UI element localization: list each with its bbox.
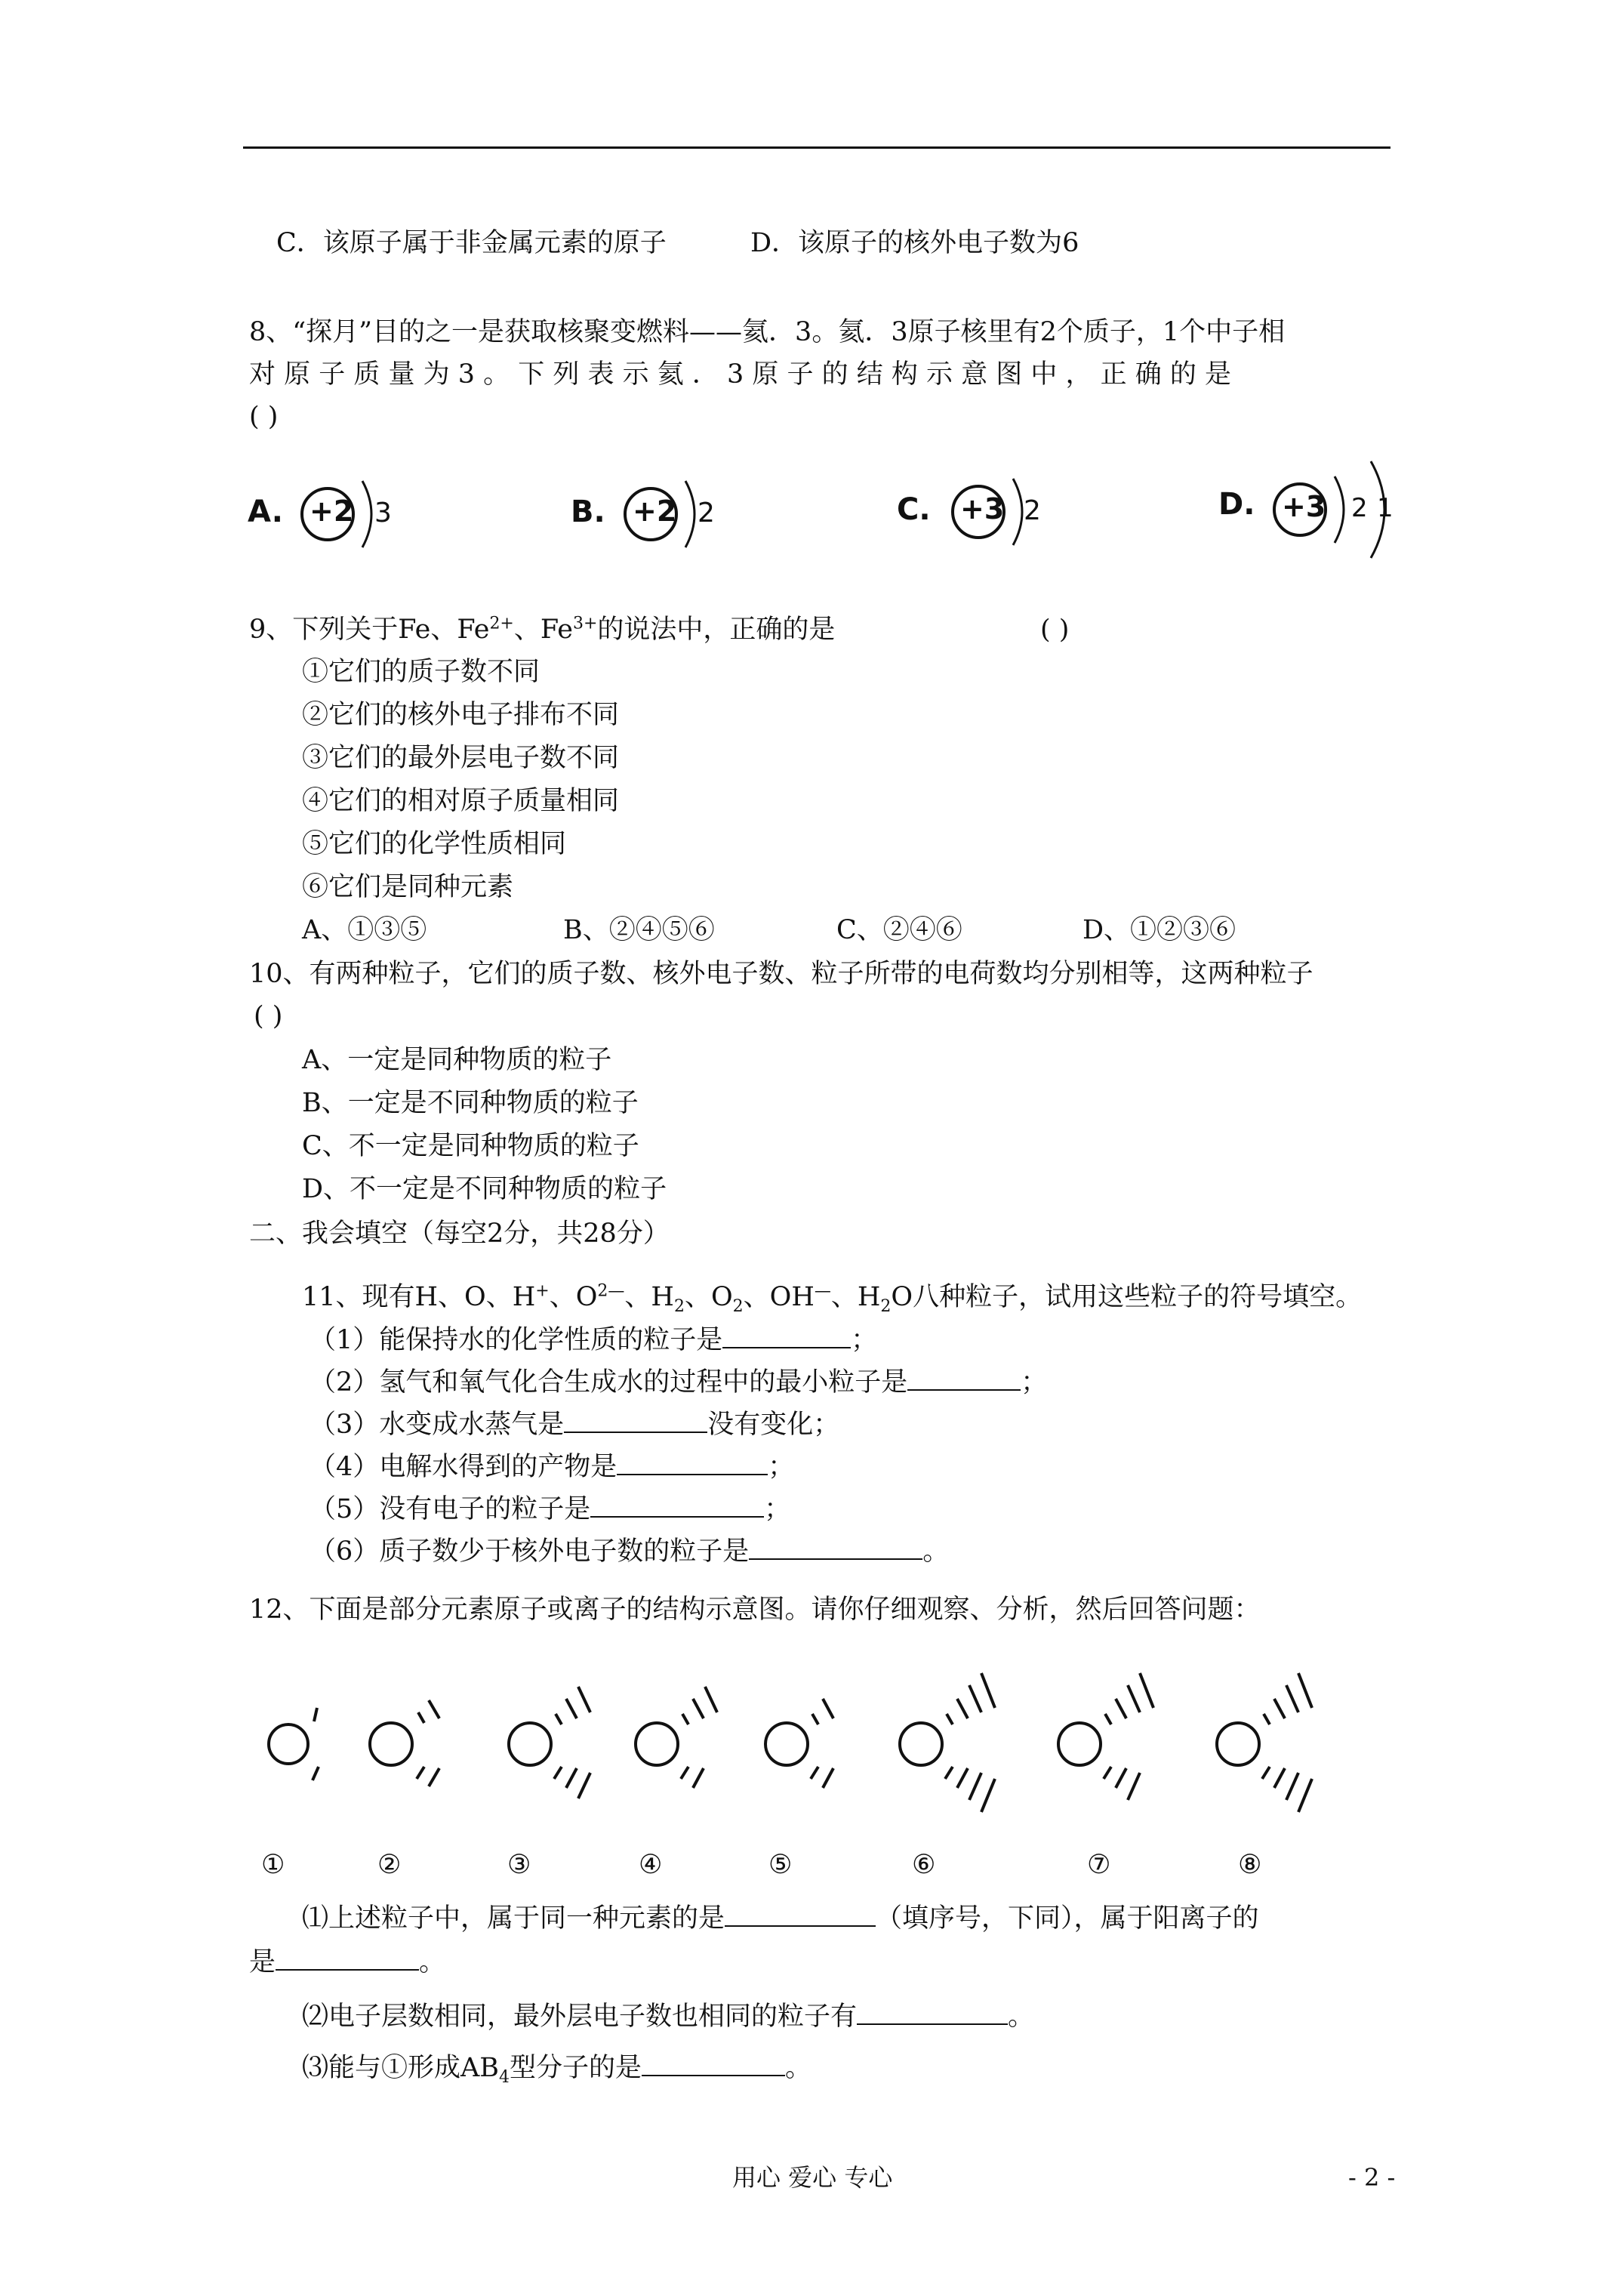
q10-option-d: D、不一定是不同种物质的粒子: [302, 1174, 667, 1204]
structure-diagram-4: [636, 1687, 717, 1788]
diagram-label-3: ③: [507, 1850, 531, 1880]
diagram-label-4: ④: [639, 1850, 663, 1880]
section-2-heading: 二、我会填空（每空2分，共28分）: [249, 1219, 670, 1249]
structure-diagram-1: [269, 1708, 319, 1780]
q11-item-6: （6）质子数少于核外电子数的粒子是 。: [310, 1534, 949, 1568]
answer-blank[interactable]: [642, 2051, 785, 2076]
q11-item-1: （1）能保持水的化学性质的粒子是 ；: [310, 1323, 877, 1357]
q10-answer-paren: ( ): [254, 1001, 283, 1031]
q8-option-c: [897, 462, 1063, 560]
electron-shell-arc: [362, 481, 371, 547]
q9-option-a: A、①③⑤: [302, 915, 427, 945]
q8-option-d-shell-1: 2: [1351, 493, 1368, 523]
q9-option-b: B、②④⑤⑥: [563, 915, 715, 945]
diagram-label-7: ⑦: [1087, 1850, 1111, 1880]
answer-blank[interactable]: [725, 1901, 876, 1927]
q12-sub-3: ⑶能与①形成$AB_4$型分子的是 。: [302, 2051, 812, 2085]
q8-option-d-label: D.: [1218, 487, 1255, 522]
q7-option-c: C．该原子属于非金属元素的原子: [276, 228, 667, 258]
q10-stem: 10、有两种粒子，它们的质子数、核外电子数、粒子所带的电荷数均分别相等，这两种粒子: [249, 959, 1313, 989]
q8-option-a-nucleus: +2: [310, 495, 354, 528]
q10-option-b: B、一定是不同种物质的粒子: [302, 1088, 639, 1118]
q11-item-3: （3）水变成水蒸气是 没有变化；: [310, 1407, 839, 1441]
structure-diagram-7: [1058, 1673, 1153, 1800]
electron-shell-arc: [1013, 479, 1022, 545]
electron-shell-arc: [1335, 476, 1344, 543]
q8-option-c-shell-1: 2: [1024, 495, 1041, 526]
q9-item-2: ②它们的核外电子排布不同: [302, 700, 620, 730]
answer-blank[interactable]: [857, 1999, 1008, 2025]
structure-diagram-3: [509, 1687, 590, 1798]
q12-sub-1: ⑴上述粒子中，属于同一种元素的是 （填序号，下同），属于阳离子的: [302, 1901, 1259, 1935]
q8-option-b-nucleus: +2: [633, 495, 677, 528]
diagram-label-8: ⑧: [1238, 1850, 1262, 1880]
answer-blank[interactable]: [617, 1450, 768, 1475]
q12-sub-1-line2: 是 。: [249, 1945, 445, 1979]
q8-option-b-label: B.: [571, 495, 605, 529]
structure-diagram-8: [1217, 1673, 1312, 1812]
q12-structure-diagrams: [249, 1653, 1366, 1842]
diagram-label-1: ①: [261, 1850, 285, 1880]
q9-item-5: ⑤它们的化学性质相同: [302, 829, 567, 859]
answer-blank[interactable]: [907, 1365, 1021, 1391]
q8-option-a: [248, 464, 414, 562]
q9-answer-paren: ( ): [1040, 615, 1070, 645]
q11-item-4: （4）电解水得到的产物是 ；: [310, 1450, 794, 1484]
header-rule: [243, 146, 1390, 149]
q8-option-b: [571, 464, 737, 562]
structure-diagram-2: [370, 1700, 439, 1786]
answer-blank[interactable]: [722, 1323, 851, 1348]
q12-sub-2: ⑵电子层数相同，最外层电子数也相同的粒子有 。: [302, 1999, 1034, 2033]
diagram-label-5: ⑤: [768, 1850, 793, 1880]
structure-diagram-6: [900, 1673, 995, 1812]
electron-shell-arc: [685, 481, 694, 547]
q8-option-c-nucleus: +3: [960, 492, 1005, 525]
answer-blank[interactable]: [564, 1407, 707, 1433]
q8-stem-line3: ( ): [249, 402, 279, 432]
q10-option-a: A、一定是同种物质的粒子: [302, 1045, 612, 1075]
q8-option-a-shell-1: 3: [374, 498, 392, 529]
q11-item-2: （2）氢气和氧气化合生成水的过程中的最小粒子是 ；: [310, 1365, 1047, 1399]
q8-option-b-shell-1: 2: [698, 498, 715, 529]
q11-item-5: （5）没有电子的粒子是 ；: [310, 1492, 790, 1526]
q12-stem: 12、下面是部分元素原子或离子的结构示意图。请你仔细观察、分析，然后回答问题：: [249, 1595, 1261, 1625]
diagram-label-2: ②: [377, 1850, 402, 1880]
page-number: - 2 -: [1348, 2163, 1396, 2192]
answer-blank[interactable]: [749, 1534, 922, 1560]
q10-option-c: C、不一定是同种物质的粒子: [302, 1131, 639, 1161]
q8-stem-line1: 8、“探月”目的之一是获取核聚变燃料——氦．3。氦．3原子核里有2个质子，1个中子相: [249, 317, 1286, 347]
footer-motto: 用心 爱心 专心: [732, 2163, 893, 2192]
structure-diagram-5: [765, 1699, 833, 1788]
q11-stem: 11、现有H、O、H+、$O^{2—}$、$H_2$、$O_2$、OH—、$H_2O$八种粒子，试用这些粒子的符号填空。: [302, 1281, 1363, 1316]
q9-option-d: D、①②③⑥: [1083, 915, 1236, 945]
q8-option-d-shell-2: 1: [1377, 493, 1394, 523]
q8-option-c-label: C.: [897, 492, 931, 527]
q9-item-3: ③它们的最外层电子数不同: [302, 743, 620, 773]
q7-option-d: D．该原子的核外电子数为6: [750, 228, 1079, 258]
q9-option-c: C、②④⑥: [836, 915, 962, 945]
q9-item-4: ④它们的相对原子质量相同: [302, 786, 620, 816]
q8-option-d-nucleus: +3: [1282, 490, 1326, 523]
q9-item-6: ⑥它们是同种元素: [302, 872, 514, 902]
answer-blank[interactable]: [276, 1945, 419, 1971]
q9-item-1: ①它们的质子数不同: [302, 657, 540, 687]
q9-stem: 9、下列关于Fe、$Fe^{2+}$、$Fe^{3+}$的说法中，正确的是: [249, 614, 836, 645]
diagram-label-6: ⑥: [912, 1850, 936, 1880]
q8-stem-line2: 对 原 子 质 量 为 3 。 下 列 表 示 氦 ． 3 原 子 的 结 构 示 意 图 中 ， 正 确 的 是: [249, 359, 1232, 390]
q8-option-d: [1218, 457, 1400, 566]
answer-blank[interactable]: [590, 1492, 764, 1518]
q8-option-a-label: A.: [248, 495, 283, 529]
